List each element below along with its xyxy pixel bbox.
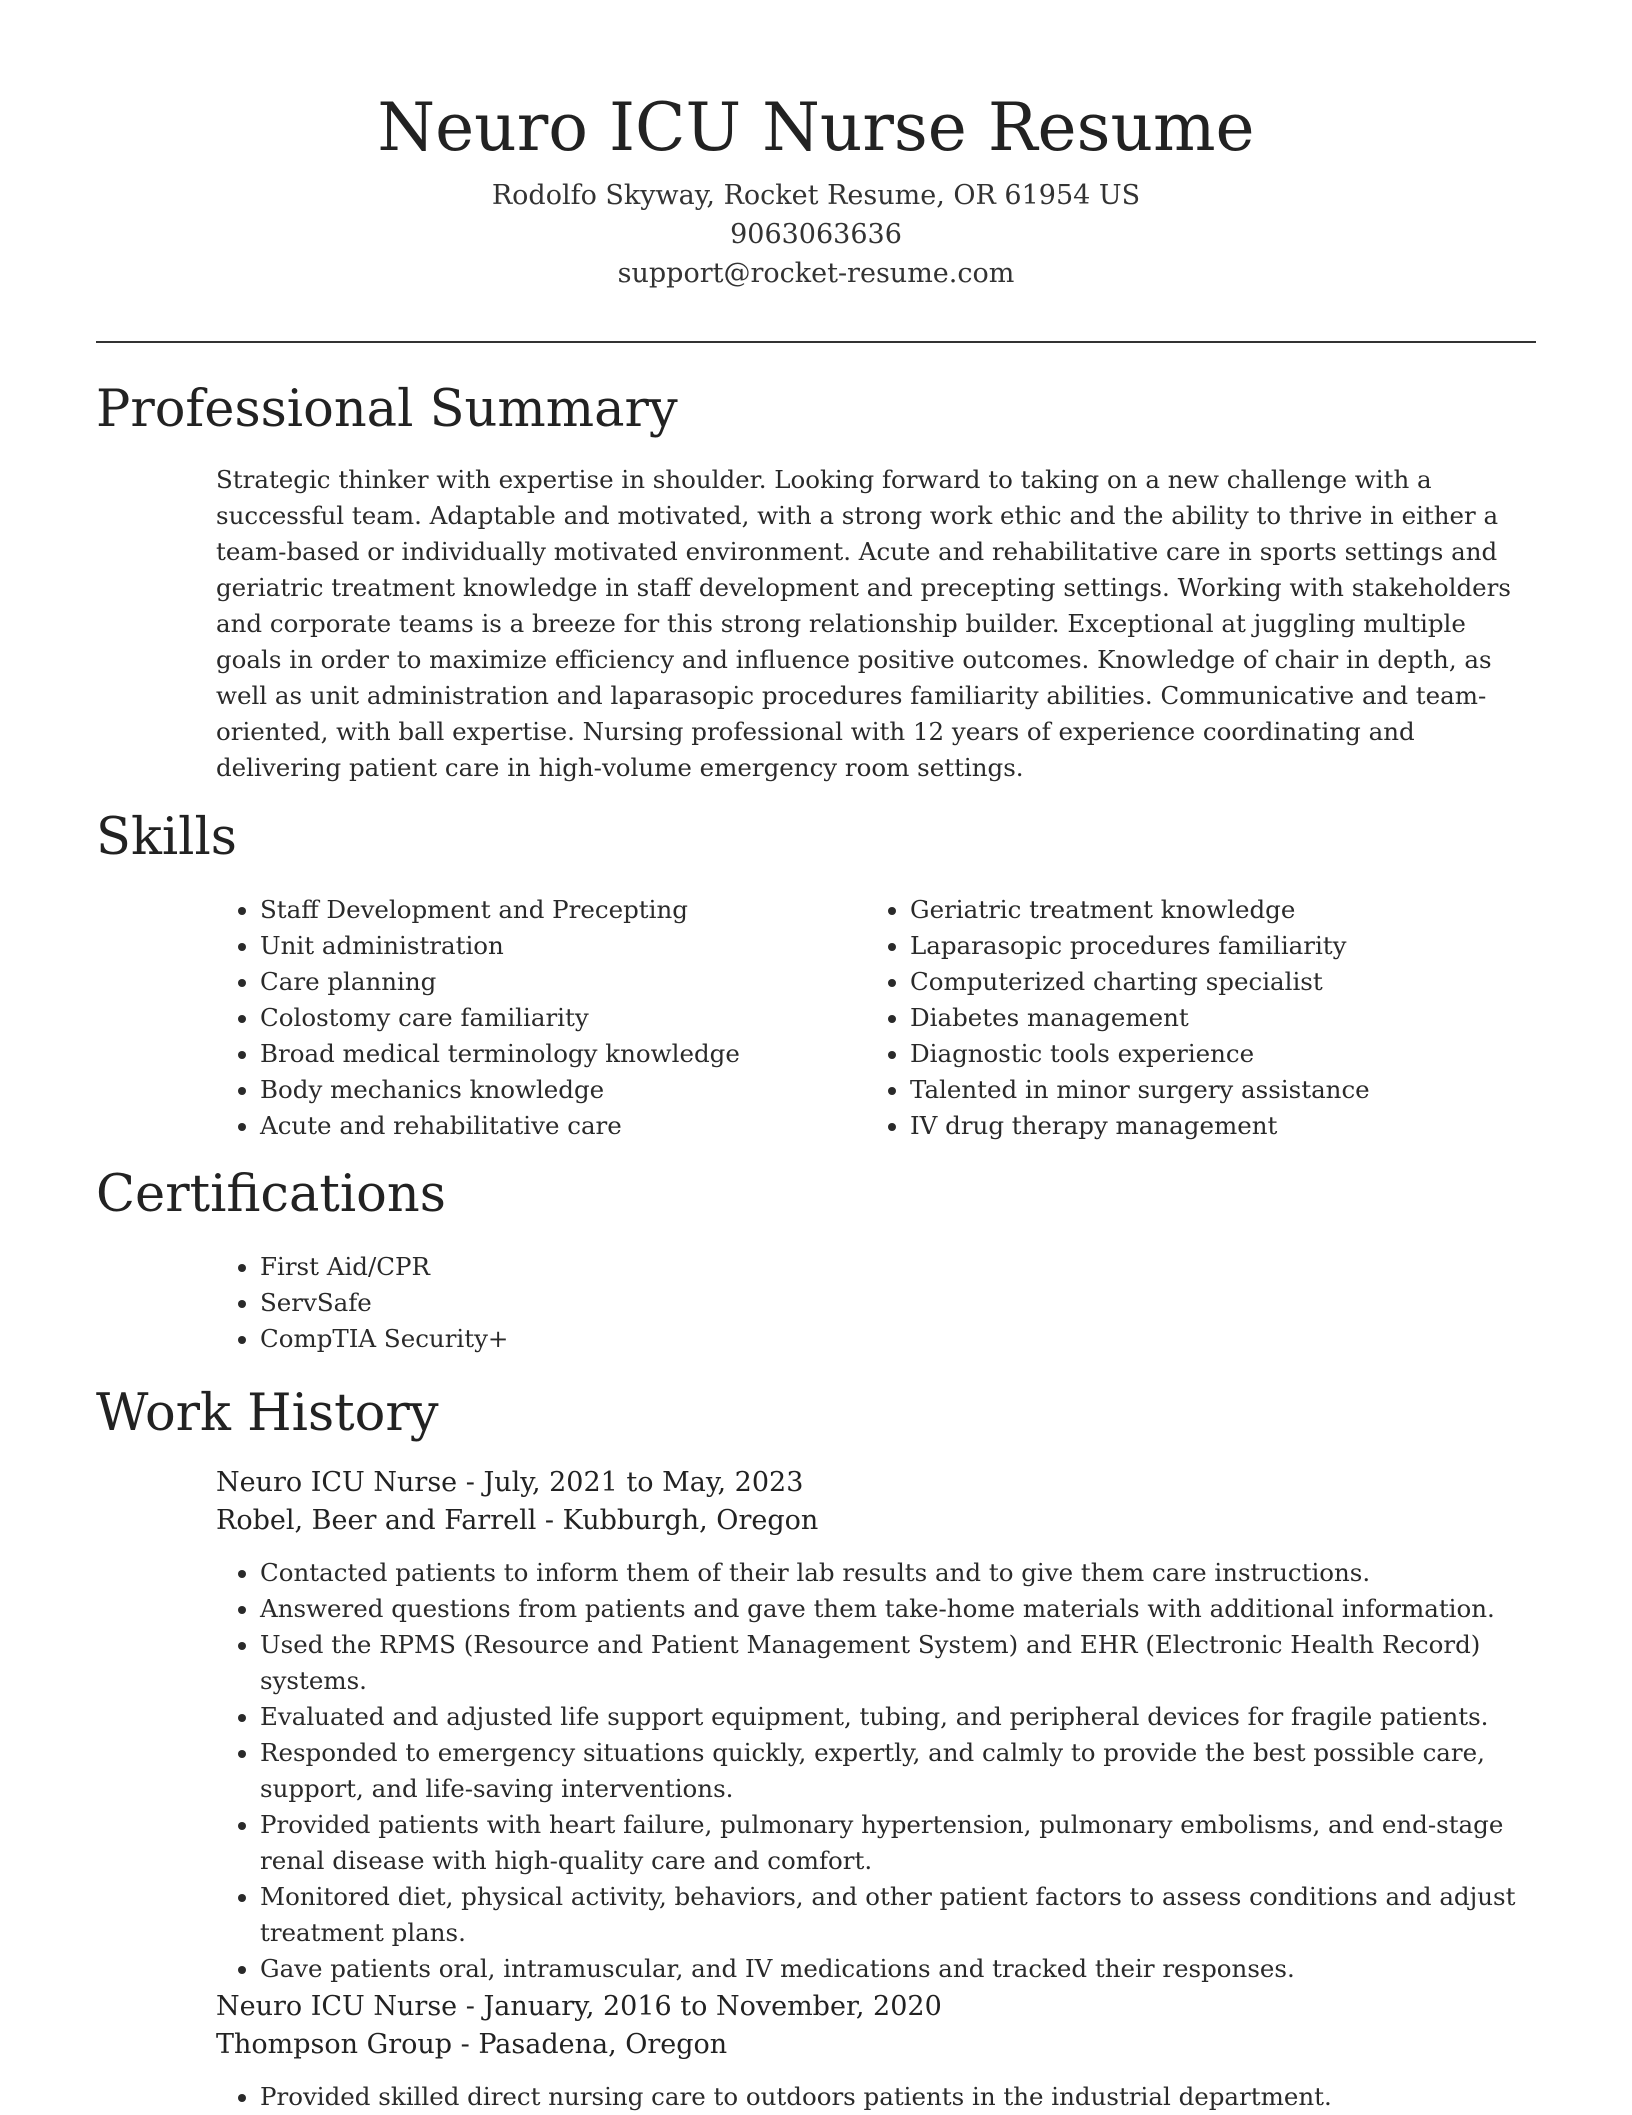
job-employer-line: Thompson Group - Pasadena, Oregon	[216, 2029, 728, 2060]
job-employer-line: Robel, Beer and Farrell - Kubburgh, Oregon	[216, 1505, 819, 1536]
skill-item: • Staff Development and Precepting	[260, 892, 856, 928]
job-bullet: • Evaluated and adjusted life support equipment, tubing, and peripheral devices for fragile patients.	[260, 1699, 1538, 1735]
skill-item: • Care planning	[260, 964, 856, 1000]
resume-title: Neuro ICU Nurse Resume	[377, 89, 1255, 166]
certification-item: • ServSafe	[260, 1285, 916, 1321]
skill-item: • Diagnostic tools experience	[910, 1036, 1526, 1072]
job-bullets	[216, 2079, 1538, 2115]
work-history-heading: Work History	[96, 1384, 439, 1443]
email: support@rocket-resume.com	[617, 258, 1015, 289]
certification-item: • First Aid/CPR	[260, 1249, 916, 1285]
job-bullet: • Provided patients with heart failure, pulmonary hypertension, pulmonary embolisms, and end-stage renal disease with high-quality care and comfort.	[260, 1807, 1538, 1879]
header-divider	[96, 341, 1536, 343]
summary-heading: Professional Summary	[96, 380, 678, 439]
skill-item: • Body mechanics knowledge	[260, 1072, 856, 1108]
contact-block	[96, 176, 1536, 293]
certifications-heading: Certifications	[96, 1165, 446, 1224]
phone: 9063063636	[730, 219, 902, 250]
skill-item: • Geriatric treatment knowledge	[910, 892, 1526, 928]
job-bullet: • Contacted patients to inform them of their lab results and to give them care instructions.	[260, 1555, 1538, 1591]
resume-header	[96, 80, 1536, 293]
job-title-line: Neuro ICU Nurse - July, 2021 to May, 2023	[216, 1467, 804, 1498]
job-bullet: • Monitored diet, physical activity, behaviors, and other patient factors to assess conditions and adjust treatment plans.	[260, 1879, 1538, 1951]
skill-item: • Unit administration	[260, 928, 856, 964]
certification-item: • CompTIA Security+	[260, 1321, 916, 1357]
job-bullets	[216, 1555, 1538, 1987]
skills-heading: Skills	[96, 808, 237, 867]
job-bullet: • Responded to emergency situations quickly, expertly, and calmly to provide the best possible care, support, and life-saving interventions.	[260, 1735, 1538, 1807]
job-title-line: Neuro ICU Nurse - January, 2016 to November, 2020	[216, 1991, 942, 2022]
skill-item: • Laparasopic procedures familiarity	[910, 928, 1526, 964]
skill-item: • Computerized charting specialist	[910, 964, 1526, 1000]
skills-right-column	[866, 892, 1526, 1144]
skill-item: • Colostomy care familiarity	[260, 1000, 856, 1036]
skill-item: • Talented in minor surgery assistance	[910, 1072, 1526, 1108]
certifications-list	[216, 1249, 916, 1357]
skill-item: • Diabetes management	[910, 1000, 1526, 1036]
summary-text: Strategic thinker with expertise in shoulder. Looking forward to taking on a new challenge with a successful team. Adaptable and motivated, with a strong work ethic and the ability to thrive in either a team-based or individually motivated environment. Acute and rehabilitative care in sports settings and geriatric treatment knowledge in staff development and precepting settings. Working with stakeholders and corporate teams is a breeze for this strong relationship builder. Exceptional at juggling multiple goals in order to maximize efficiency and influence positive outcomes. Knowledge of chair in depth, as well as unit administration and laparasopic procedures familiarity abilities. Communicative and team-oriented, with ball expertise. Nursing professional with 12 years of experience coordinating and delivering patient care in high-volume emergency room settings.	[216, 465, 1511, 782]
job-bullet: • Provided skilled direct nursing care to outdoors patients in the industrial department.	[260, 2079, 1538, 2115]
skills-left-column	[216, 892, 856, 1144]
address: Rodolfo Skyway, Rocket Resume, OR 61954 US	[491, 180, 1141, 211]
job-bullet: • Used the RPMS (Resource and Patient Management System) and EHR (Electronic Health Record) systems.	[260, 1627, 1538, 1699]
skill-item: • Broad medical terminology knowledge	[260, 1036, 856, 1072]
job-bullet: • Answered questions from patients and gave them take-home materials with additional information.	[260, 1591, 1538, 1627]
job-bullet: • Gave patients oral, intramuscular, and IV medications and tracked their responses.	[260, 1951, 1538, 1987]
skill-item: • IV drug therapy management	[910, 1108, 1526, 1144]
skill-item: • Acute and rehabilitative care	[260, 1108, 856, 1144]
